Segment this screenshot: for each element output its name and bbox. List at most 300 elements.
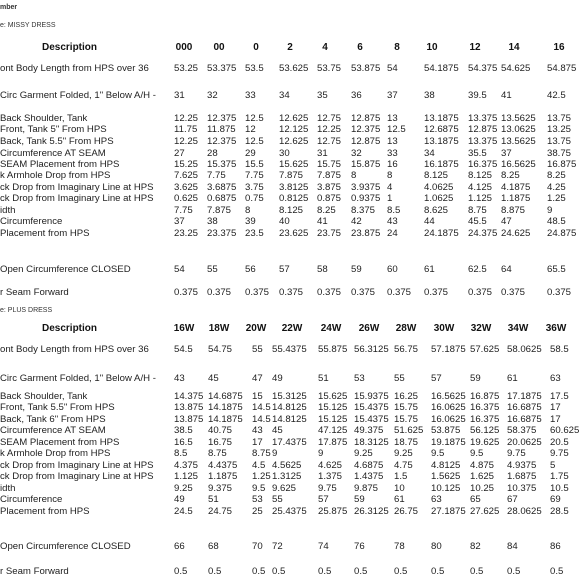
table-cell: 4.6875 (354, 460, 384, 471)
row-label: Back Shoulder, Tank (0, 113, 88, 124)
table-cell: 65.5 (547, 264, 566, 275)
table-cell: 16.1875 (424, 159, 459, 170)
table-cell: 8.75 (468, 205, 487, 216)
table-cell: 8.125 (468, 170, 493, 181)
table-cell: 58.0625 (507, 344, 542, 355)
table-cell: 8.75 (208, 448, 227, 459)
size-header: 00 (213, 42, 225, 53)
row-label: Front, Tank 5.5" From HPS (0, 402, 115, 413)
size-header: 34W (507, 323, 529, 334)
table-cell: 0.375 (279, 287, 304, 298)
table-cell: 45 (272, 425, 283, 436)
row-label: Back, Tank 5.5" From HPS (0, 136, 114, 147)
table-cell: 17 (252, 437, 263, 448)
table-cell: 4.1875 (501, 182, 531, 193)
table-cell: 0.5 (394, 566, 408, 577)
table-cell: 0.6875 (207, 193, 237, 204)
table-cell: 12.25 (174, 113, 199, 124)
table-cell: 8.25 (547, 170, 566, 181)
table-cell: 86 (550, 541, 561, 552)
table-cell: 19.1875 (431, 437, 466, 448)
table-cell: 10.5 (550, 483, 569, 494)
table-cell: 4.125 (468, 182, 493, 193)
table-cell: 1.25 (547, 193, 566, 204)
table-cell: 54.625 (501, 63, 531, 74)
table-cell: 3.75 (245, 182, 264, 193)
table-cell: 54 (387, 63, 398, 74)
row-label: ck Drop from Imaginary Line at HPS (0, 471, 154, 482)
table-cell: 8.625 (424, 205, 449, 216)
row-label: Circumference (0, 216, 63, 227)
table-cell: 10.375 (507, 483, 537, 494)
table-cell: 54.375 (468, 63, 498, 74)
table-cell: 0.5 (174, 566, 188, 577)
table-cell: 0.375 (424, 287, 449, 298)
table-cell: 80 (431, 541, 442, 552)
size-header: 36W (545, 323, 567, 334)
table-cell: 1 (387, 193, 393, 204)
table-cell: 12.875 (468, 124, 498, 135)
table-cell: 7.625 (174, 170, 199, 181)
table-cell: 0.9375 (351, 193, 381, 204)
table-cell: 44 (424, 216, 435, 227)
table-cell: 53.875 (431, 425, 461, 436)
table-cell: 0.8125 (279, 193, 309, 204)
table-cell: 64 (501, 264, 512, 275)
table-cell: 84 (507, 541, 518, 552)
table-cell: 9.75 (318, 483, 337, 494)
size-header: 8 (394, 42, 400, 53)
table-cell: 53.25 (174, 63, 199, 74)
table-cell: 7.875 (207, 205, 232, 216)
table-cell: 59 (351, 264, 362, 275)
table-cell: 8 (245, 205, 251, 216)
table-cell: 56 (245, 264, 256, 275)
table-cell: 16.6875 (507, 402, 542, 413)
row-label: Back Shoulder, Tank (0, 391, 88, 402)
table-cell: 60.625 (550, 425, 580, 436)
row-label: k Armhole Drop from HPS (0, 448, 111, 459)
table-cell: 25.4375 (272, 506, 307, 517)
table-cell: 9.25 (174, 483, 193, 494)
table-cell: 0.375 (245, 287, 270, 298)
table-cell: 32 (207, 90, 218, 101)
table-cell: 53.875 (351, 63, 381, 74)
table-cell: 43 (252, 425, 263, 436)
table-cell: 65 (470, 494, 481, 505)
table-cell: 53.375 (207, 63, 237, 74)
table-cell: 9.5 (252, 483, 266, 494)
table-cell: 13.875 (174, 414, 204, 425)
table-cell: 12.5 (387, 124, 406, 135)
table-cell: 55 (272, 494, 283, 505)
table-cell: 58.5 (550, 344, 569, 355)
table-cell: 15.625 (279, 159, 309, 170)
table-cell: 10.125 (431, 483, 461, 494)
table-cell: 61 (424, 264, 435, 275)
size-header: 32W (470, 323, 492, 334)
table-cell: 23.875 (351, 228, 381, 239)
table-cell: 1.625 (470, 471, 495, 482)
table-cell: 12.625 (279, 136, 309, 147)
table-cell: 27 (174, 148, 185, 159)
table-cell: 45 (208, 373, 219, 384)
table-cell: 45.5 (468, 216, 487, 227)
table-cell: 17 (550, 402, 561, 413)
table-cell: 8.25 (501, 170, 520, 181)
table-cell: 13.1875 (424, 113, 459, 124)
table-cell: 13.5625 (501, 113, 536, 124)
table-cell: 57 (279, 264, 290, 275)
table-cell: 54 (174, 264, 185, 275)
table-cell: 33 (245, 90, 256, 101)
table-cell: 16.375 (468, 159, 498, 170)
table-cell: 47.125 (318, 425, 348, 436)
table-cell: 27.625 (470, 506, 500, 517)
table-cell: 24.875 (547, 228, 577, 239)
table-cell: 37 (174, 216, 185, 227)
table-cell: 57 (318, 494, 329, 505)
table-cell: 47 (501, 216, 512, 227)
table-cell: 16.375 (470, 402, 500, 413)
table-cell: 5 (550, 460, 556, 471)
table-cell: 13 (387, 136, 398, 147)
table-cell: 38.5 (174, 425, 193, 436)
table-cell: 59 (354, 494, 365, 505)
size-header: 14 (508, 42, 520, 53)
table-cell: 58 (317, 264, 328, 275)
table-cell: 12.25 (174, 136, 199, 147)
size-header: 26W (358, 323, 380, 334)
table-cell: 57 (431, 373, 442, 384)
table-cell: 37 (501, 148, 512, 159)
table-cell: 7.75 (174, 205, 193, 216)
table-cell: 28 (207, 148, 218, 159)
table-cell: 31 (174, 90, 185, 101)
size-header: 16 (553, 42, 565, 53)
table-cell: 15.625 (318, 391, 348, 402)
table-cell: 7.875 (279, 170, 304, 181)
table-cell: 11.875 (207, 124, 236, 135)
table-cell: 4.25 (547, 182, 566, 193)
table-cell: 16.6875 (507, 414, 542, 425)
table-cell: 0.5 (252, 566, 266, 577)
table-cell: 32 (351, 148, 362, 159)
table-cell: 9 (547, 205, 553, 216)
table-cell: 33 (387, 148, 398, 159)
table-cell: 15.75 (394, 414, 419, 425)
table-cell: 61 (394, 494, 405, 505)
table-cell: 13.875 (174, 402, 204, 413)
row-label: ck Drop from Imaginary Line at HPS (0, 460, 154, 471)
table-cell: 12.5 (245, 136, 264, 147)
row-label: Open Circumference CLOSED (0, 541, 131, 552)
table-cell: 63 (431, 494, 442, 505)
row-label: k Armhole Drop from HPS (0, 170, 111, 181)
row-label: Open Circumference CLOSED (0, 264, 131, 275)
description-header: Description (42, 323, 98, 334)
table-cell: 51.625 (394, 425, 424, 436)
table-cell: 8.125 (279, 205, 304, 216)
table-cell: 9 (318, 448, 324, 459)
table-cell: 17.5 (550, 391, 569, 402)
table-cell: 12.75 (317, 136, 342, 147)
row-label: Circumference AT SEAM (0, 425, 106, 436)
table-cell: 39 (245, 216, 256, 227)
table-cell: 0.375 (174, 287, 199, 298)
table-cell: 40.75 (208, 425, 233, 436)
size-header: 4 (322, 42, 328, 53)
table-cell: 9.375 (208, 483, 233, 494)
section-title: e: MISSY DRESS (0, 22, 56, 29)
table-cell: 16.0625 (431, 414, 466, 425)
row-label: Circ Garment Folded, 1" Below A/H - (0, 373, 156, 384)
table-cell: 8.125 (424, 170, 449, 181)
size-header: 20W (245, 323, 267, 334)
table-cell: 42 (351, 216, 362, 227)
size-header: 000 (175, 42, 193, 53)
table-cell: 49.375 (354, 425, 384, 436)
size-header: 2 (287, 42, 293, 53)
size-header: 0 (253, 42, 259, 53)
table-cell: 14.5 (252, 402, 271, 413)
table-cell: 29 (245, 148, 256, 159)
table-cell: 7.875 (317, 170, 342, 181)
table-cell: 1.375 (318, 471, 343, 482)
table-cell: 1.4375 (354, 471, 384, 482)
table-cell: 53.625 (279, 63, 309, 74)
table-cell: 7.75 (245, 170, 264, 181)
table-cell: 1.6875 (507, 471, 537, 482)
table-cell: 53 (354, 373, 365, 384)
table-cell: 0.5 (354, 566, 368, 577)
table-cell: 76 (354, 541, 365, 552)
table-cell: 54.875 (547, 63, 577, 74)
size-header: 22W (281, 323, 303, 334)
table-cell: 34 (424, 148, 435, 159)
row-label: Front, Tank 5" From HPS (0, 124, 107, 135)
table-cell: 12.125 (279, 124, 309, 135)
table-cell: 16.0625 (431, 402, 466, 413)
table-cell: 18.3125 (354, 437, 389, 448)
table-cell: 24 (387, 228, 398, 239)
table-cell: 16.25 (394, 391, 419, 402)
table-cell: 15.9375 (354, 391, 389, 402)
table-cell: 43 (387, 216, 398, 227)
table-cell: 9.5 (470, 448, 484, 459)
table-cell: 14.8125 (272, 414, 307, 425)
table-cell: 17.1875 (507, 391, 542, 402)
row-label: ck Drop from Imaginary Line at HPS (0, 193, 154, 204)
table-cell: 0.375 (501, 287, 526, 298)
row-label: ont Body Length from HPS over 36 (0, 63, 149, 74)
table-cell: 16.375 (470, 414, 500, 425)
table-cell: 58.375 (507, 425, 537, 436)
table-cell: 14.1875 (208, 414, 243, 425)
table-cell: 16.5 (174, 437, 193, 448)
table-cell: 10.25 (470, 483, 495, 494)
table-cell: 51 (208, 494, 219, 505)
table-cell: 59 (470, 373, 481, 384)
table-cell: 9.5 (431, 448, 445, 459)
table-cell: 0.5 (272, 566, 286, 577)
table-cell: 68 (208, 541, 219, 552)
table-cell: 42.5 (547, 90, 566, 101)
table-cell: 16.875 (547, 159, 577, 170)
table-cell: 3.8125 (279, 182, 309, 193)
table-cell: 28.0625 (507, 506, 542, 517)
table-cell: 18.75 (394, 437, 419, 448)
table-cell: 4.5 (252, 460, 266, 471)
table-cell: 26.3125 (354, 506, 389, 517)
table-cell: 8 (387, 170, 393, 181)
row-label: idth (0, 205, 16, 216)
table-cell: 4.75 (394, 460, 413, 471)
table-cell: 12.6875 (424, 124, 459, 135)
table-cell: 14.8125 (272, 402, 307, 413)
table-cell: 55.875 (318, 344, 348, 355)
table-cell: 10 (394, 483, 405, 494)
table-cell: 8.25 (317, 205, 336, 216)
table-cell: 0.375 (468, 287, 493, 298)
table-cell: 69 (550, 494, 561, 505)
table-cell: 0.5 (431, 566, 445, 577)
table-cell: 1.75 (550, 471, 569, 482)
table-cell: 55 (252, 344, 263, 355)
row-label: SEAM Placement from HPS (0, 159, 120, 170)
table-cell: 8.875 (501, 205, 526, 216)
table-cell: 66 (174, 541, 185, 552)
table-cell: 8 (351, 170, 357, 181)
table-cell: 13.75 (547, 113, 572, 124)
table-cell: 55 (207, 264, 218, 275)
table-cell: 12.375 (207, 136, 237, 147)
table-cell: 4.9375 (507, 460, 537, 471)
table-cell: 0.75 (245, 193, 264, 204)
table-cell: 17 (550, 414, 561, 425)
table-cell: 12.375 (207, 113, 237, 124)
table-cell: 1.125 (174, 471, 199, 482)
table-cell: 15.25 (174, 159, 199, 170)
table-cell: 14.1875 (208, 402, 243, 413)
table-cell: 3.875 (317, 182, 342, 193)
table-cell: 1.1875 (208, 471, 238, 482)
section-title: e: PLUS DRESS (0, 307, 53, 314)
table-cell: 26.75 (394, 506, 419, 517)
table-cell: 24.75 (208, 506, 233, 517)
table-cell: 4.625 (318, 460, 343, 471)
table-cell: 63 (550, 373, 561, 384)
table-cell: 4.375 (174, 460, 199, 471)
table-cell: 74 (318, 541, 329, 552)
table-cell: 15.4375 (354, 402, 389, 413)
table-cell: 53.75 (317, 63, 342, 74)
table-cell: 61 (507, 373, 518, 384)
table-cell: 4.5625 (272, 460, 302, 471)
table-cell: 12.375 (351, 124, 381, 135)
table-cell: 67 (507, 494, 518, 505)
table-cell: 12.875 (351, 113, 381, 124)
table-cell: 15.75 (317, 159, 342, 170)
table-cell: 0.5 (507, 566, 521, 577)
table-cell: 9.75 (507, 448, 526, 459)
table-cell: 57.1875 (431, 344, 466, 355)
row-label: idth (0, 483, 16, 494)
table-cell: 56.3125 (354, 344, 389, 355)
table-cell: 1.25 (252, 471, 271, 482)
table-cell: 0.625 (174, 193, 199, 204)
table-cell: 53.5 (245, 63, 264, 74)
table-cell: 41 (317, 216, 328, 227)
table-cell: 37 (387, 90, 398, 101)
table-cell: 16.75 (208, 437, 233, 448)
row-label: Circumference (0, 494, 63, 505)
table-cell: 31 (317, 148, 328, 159)
row-label: Placement from HPS (0, 506, 90, 517)
document-header-fragment: mber (0, 4, 18, 11)
table-cell: 8.375 (351, 205, 376, 216)
row-label: r Seam Forward (0, 287, 69, 298)
table-cell: 9.875 (354, 483, 379, 494)
table-cell: 57.625 (470, 344, 500, 355)
table-cell: 15.5 (245, 159, 264, 170)
table-cell: 35.5 (468, 148, 487, 159)
size-header: 10 (426, 42, 438, 53)
table-cell: 15.3125 (272, 391, 307, 402)
table-cell: 14.375 (174, 391, 204, 402)
table-cell: 25.875 (318, 506, 348, 517)
table-cell: 3.625 (174, 182, 199, 193)
table-cell: 24.625 (501, 228, 531, 239)
table-cell: 0.375 (547, 287, 572, 298)
table-cell: 51 (318, 373, 329, 384)
row-label: ck Drop from Imaginary Line at HPS (0, 182, 154, 193)
table-cell: 13.25 (547, 124, 572, 135)
table-cell: 24.1875 (424, 228, 459, 239)
table-cell: 3.6875 (207, 182, 237, 193)
table-cell: 3.9375 (351, 182, 381, 193)
size-header: 16W (173, 323, 195, 334)
table-cell: 70 (252, 541, 263, 552)
table-cell: 4.0625 (424, 182, 454, 193)
table-cell: 8.5 (174, 448, 188, 459)
table-cell: 9 (272, 448, 278, 459)
table-cell: 13.5625 (501, 136, 536, 147)
table-cell: 41 (501, 90, 512, 101)
table-cell: 12.625 (279, 113, 309, 124)
table-cell: 54.75 (208, 344, 233, 355)
table-cell: 13 (387, 113, 398, 124)
table-cell: 1.1875 (501, 193, 531, 204)
size-header: 28W (395, 323, 417, 334)
table-cell: 35 (317, 90, 328, 101)
table-cell: 23.375 (207, 228, 237, 239)
table-cell: 11.75 (174, 124, 198, 135)
table-cell: 0.5 (318, 566, 332, 577)
table-cell: 27.1875 (431, 506, 466, 517)
table-cell: 49 (272, 373, 283, 384)
table-cell: 15 (252, 391, 263, 402)
table-cell: 38.75 (547, 148, 572, 159)
table-cell: 0.375 (317, 287, 342, 298)
table-cell: 15.125 (318, 414, 348, 425)
description-header: Description (42, 42, 98, 53)
table-cell: 60 (387, 264, 398, 275)
table-cell: 34 (279, 90, 290, 101)
table-cell: 4.8125 (431, 460, 461, 471)
table-cell: 12.75 (317, 113, 342, 124)
table-cell: 0.5 (550, 566, 564, 577)
